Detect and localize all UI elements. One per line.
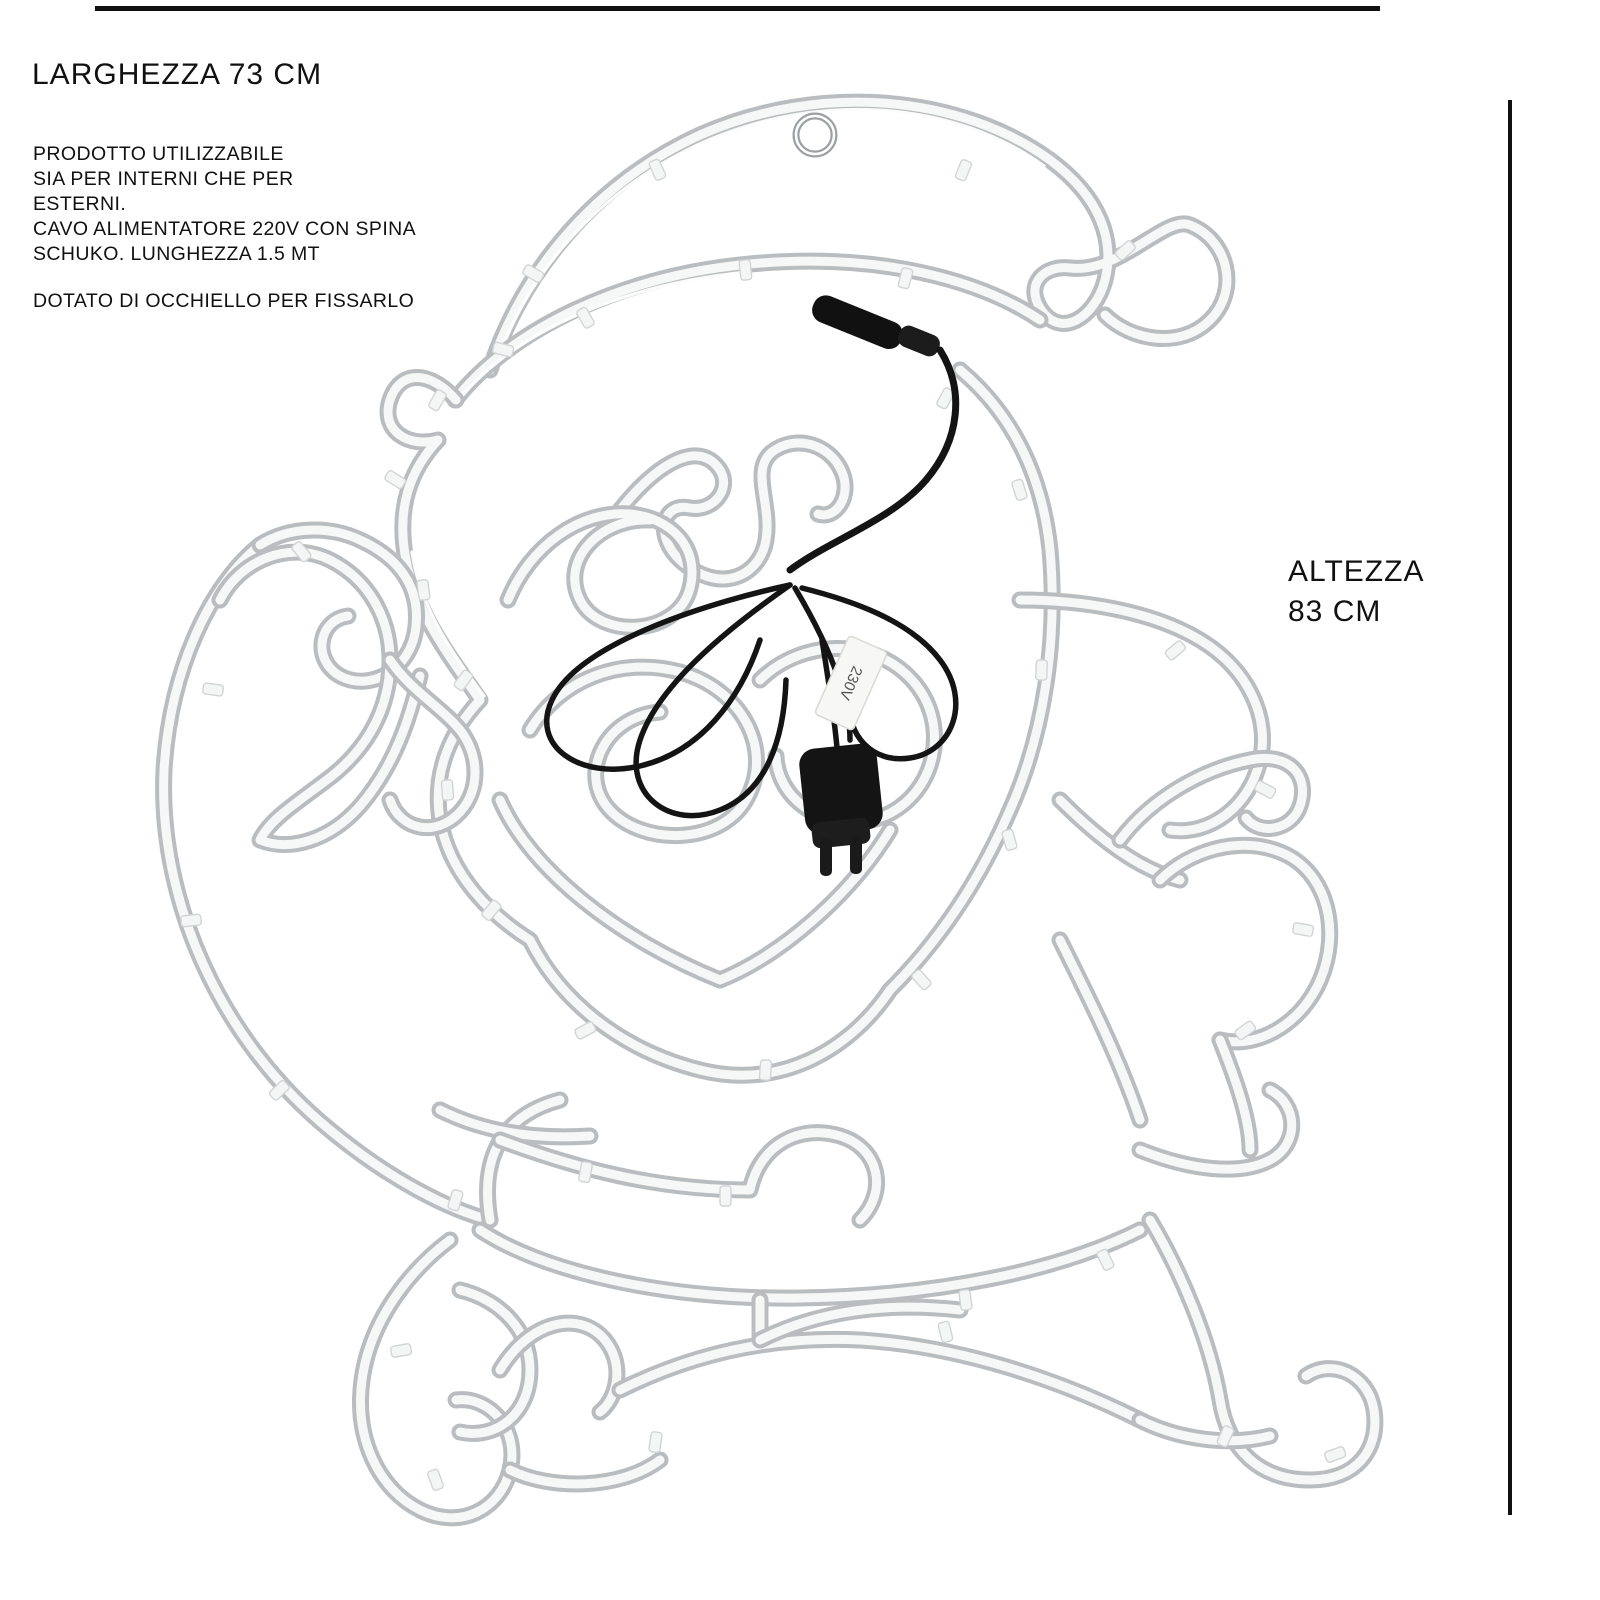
width-ruler-left xyxy=(95,6,425,11)
spec-line-2: SIA PER INTERNI CHE PER xyxy=(33,168,294,190)
power-cable-assembly xyxy=(547,291,956,876)
width-ruler-right xyxy=(420,6,1380,11)
height-ruler-top xyxy=(1508,100,1512,445)
inline-connector xyxy=(808,291,942,359)
right-leg-boot xyxy=(1140,1220,1375,1480)
spec-line-3: ESTERNI. xyxy=(33,193,127,215)
spec-line-4: CAVO ALIMENTATORE 220V CON SPINA xyxy=(33,218,417,240)
right-hand-glove xyxy=(1060,758,1330,1120)
cable-main xyxy=(790,350,956,570)
width-label: LARGHEZZA 73 CM xyxy=(32,58,323,91)
santa-figure xyxy=(60,40,1400,1580)
spec-line-1: PRODOTTO UTILIZZABILE xyxy=(33,143,284,165)
spec-line-5: SCHUKO. LUNGHEZZA 1.5 MT xyxy=(33,243,320,265)
body-coat-outline xyxy=(440,1090,1292,1298)
height-ruler-bottom xyxy=(1508,440,1512,1515)
rope-light-outline xyxy=(164,102,1375,1518)
beard-scroll-left xyxy=(508,514,692,628)
spec-note: DOTATO DI OCCHIELLO PER FISSARLO xyxy=(33,290,415,312)
base-curve xyxy=(500,1307,1140,1420)
voltage-tag-text: 230V xyxy=(835,663,866,703)
right-torso-edge xyxy=(1220,1040,1250,1150)
height-label-line1: ALTEZZA xyxy=(1288,555,1425,588)
height-label-line2: 83 CM xyxy=(1288,595,1382,628)
mounting-eyelet xyxy=(796,116,834,154)
